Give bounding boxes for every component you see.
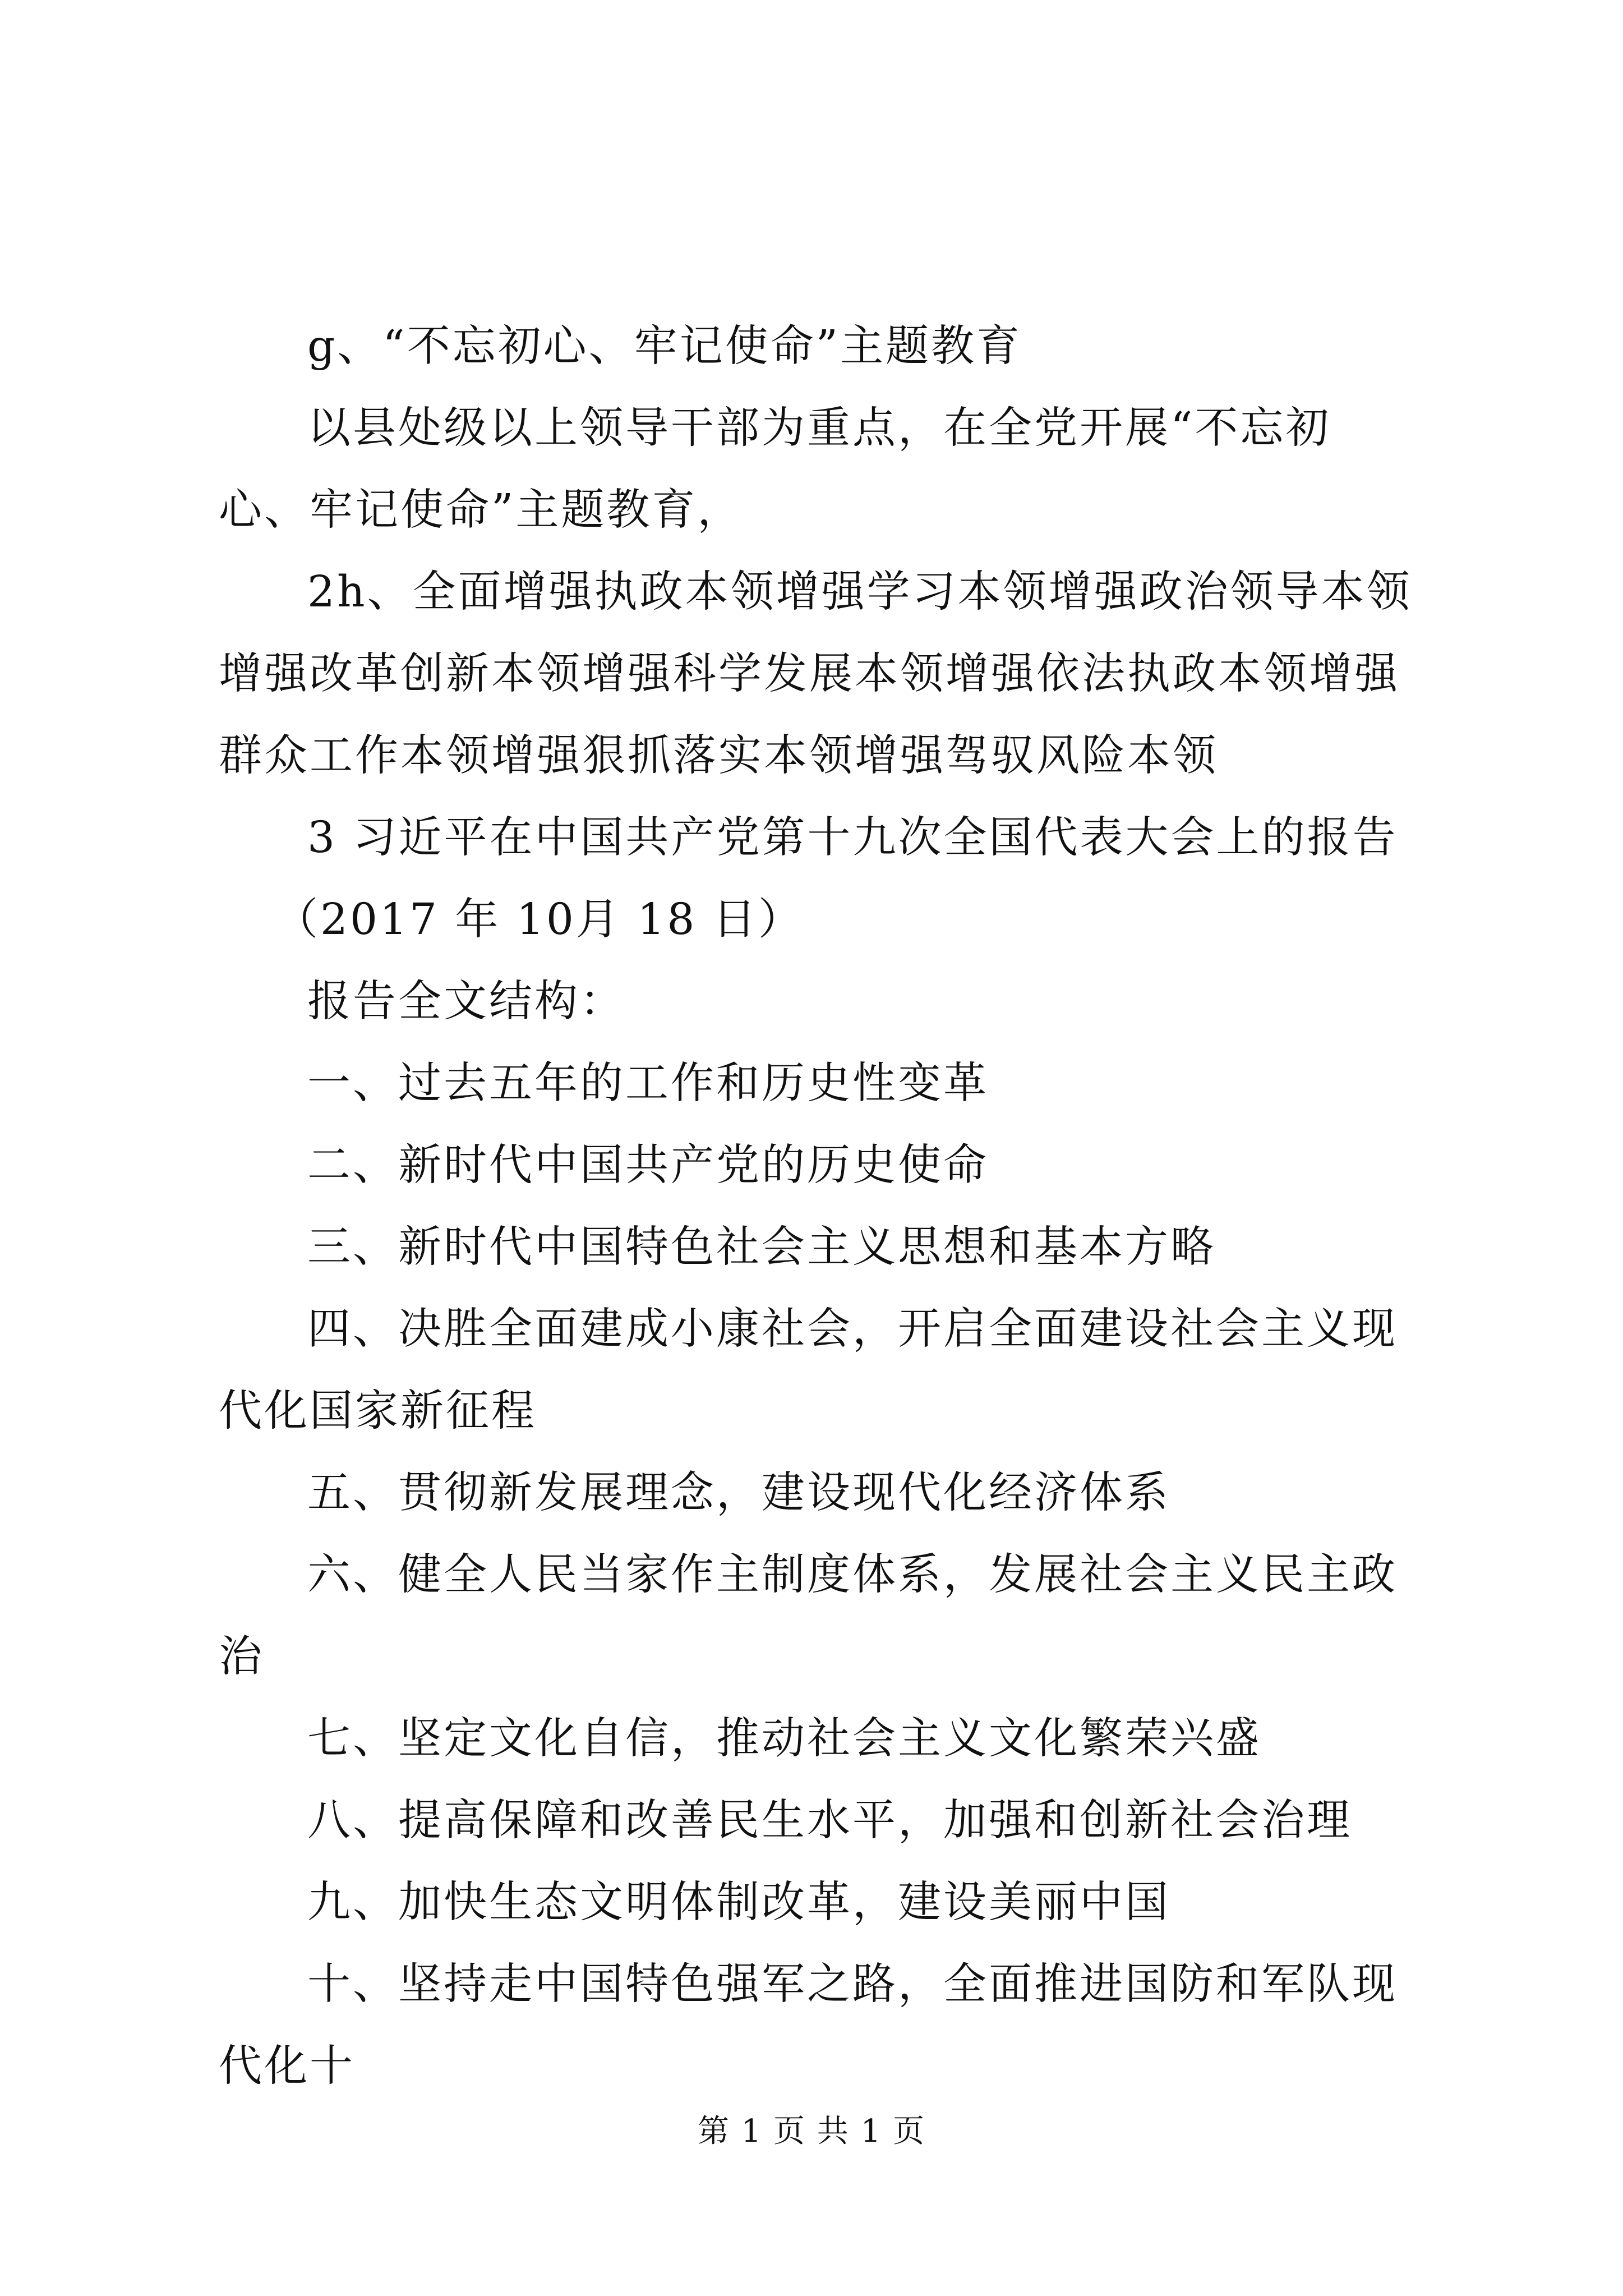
paragraph-theme-education: 以县处级以上领导干部为重点，在全党开展“不忘初心、牢记使命”主题教育， xyxy=(219,403,1331,535)
list-item-6: 六、健全人民当家作主制度体系，发展社会主义民主政治 xyxy=(219,1550,1398,1682)
paragraph-report-title: 3 习近平在中国共产党第十九次全国代表大会上的报告 xyxy=(307,813,1398,863)
list-item-8: 八、提高保障和改善民生水平，加强和创新社会治理 xyxy=(307,1796,1352,1846)
paragraph-structure-heading: 报告全文结构： xyxy=(307,977,625,1027)
list-item-3: 三、新时代中国特色社会主义思想和基本方略 xyxy=(307,1222,1216,1272)
list-item-2: 二、新时代中国共产党的历史使命 xyxy=(307,1140,989,1190)
list-item-9: 九、加快生态文明体制改革，建设美丽中国 xyxy=(307,1878,1170,1927)
list-item-10: 十、坚持走中国特色强军之路，全面推进国防和军队现代化十 xyxy=(219,1959,1398,2091)
list-item-5: 五、贯彻新发展理念，建设现代化经济体系 xyxy=(307,1468,1170,1518)
page-footer: 第 1 页 共 1 页 xyxy=(697,2113,926,2150)
paragraph-report-date: （2017 年 10月 18 日） xyxy=(275,895,804,945)
list-item-4: 四、决胜全面建成小康社会，开启全面建设社会主义现代化国家新征程 xyxy=(219,1304,1398,1436)
document-body xyxy=(219,306,1413,2108)
list-item-7: 七、坚定文化自信，推动社会主义文化繁荣兴盛 xyxy=(307,1714,1261,1764)
paragraph-abilities: 2h、全面增强执政本领增强学习本领增强政治领导本领增强改革创新本领增强科学发展本领增强依法执政本领增强群众工作本领增强狠抓落实本领增强驾驭风险本领 xyxy=(219,567,1412,781)
paragraph-heading-g: g、“不忘初心、牢记使命”主题教育 xyxy=(307,321,1022,371)
list-item-1: 一、过去五年的工作和历史性变革 xyxy=(307,1059,989,1108)
